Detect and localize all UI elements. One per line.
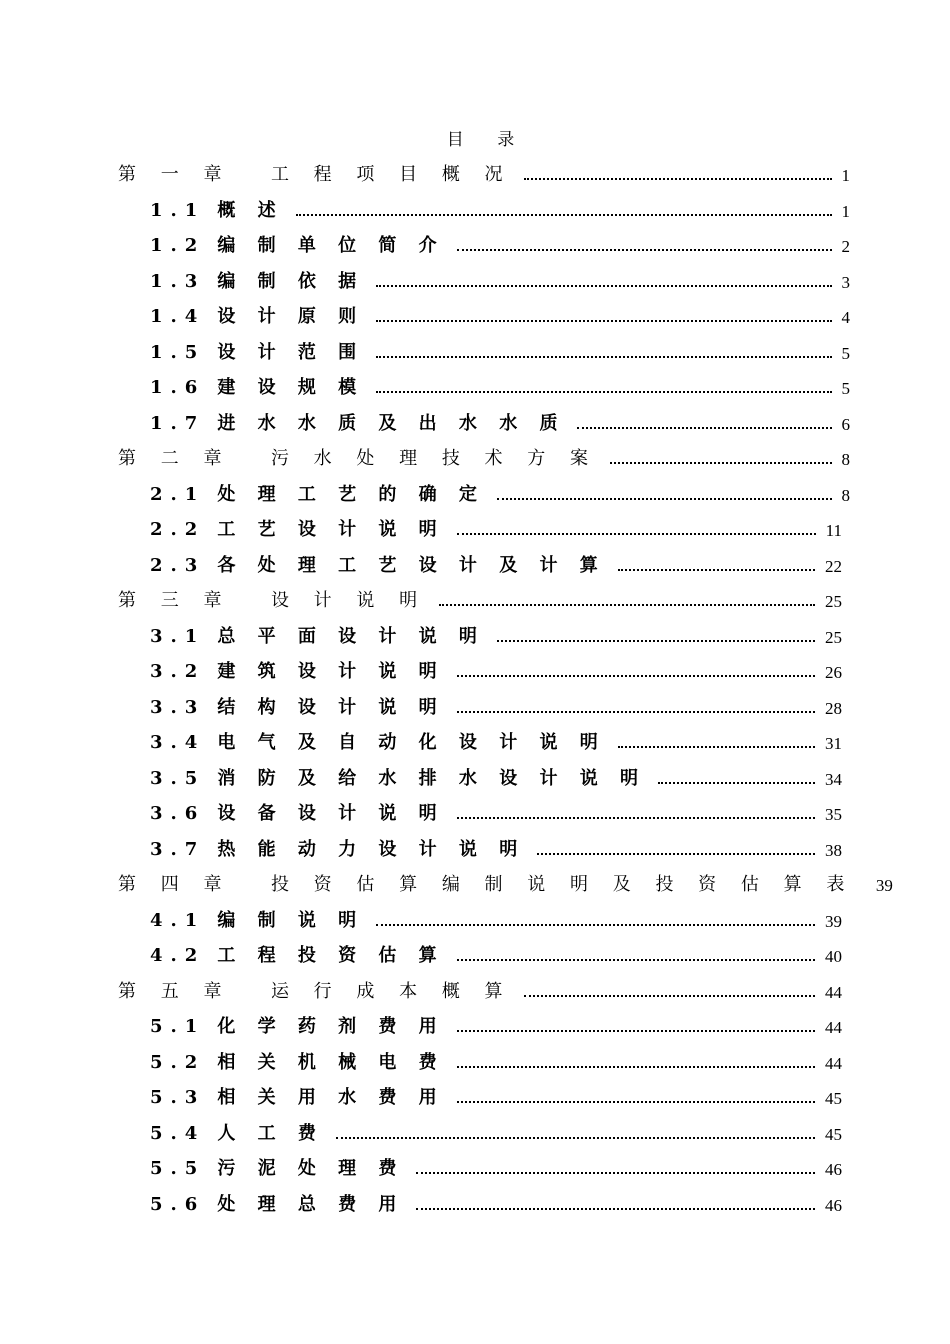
toc-entry-label	[150, 941, 457, 967]
entry-text: 建 设 规 模	[217, 377, 365, 398]
toc-entry-label	[150, 764, 658, 790]
entry-text: 污 水 处 理 技 术 方 案	[270, 448, 598, 469]
entry-text: 设 备 设 计 说 明	[217, 803, 445, 824]
toc-entry-label	[150, 835, 537, 861]
page-number: 38	[825, 840, 842, 860]
toc-entry-label	[150, 1083, 457, 1109]
dot-leader	[457, 1066, 815, 1068]
page-number: 8	[841, 485, 850, 505]
dot-leader	[457, 959, 815, 961]
dot-leader	[610, 462, 832, 464]
chapter-number: 第 一 章	[118, 164, 231, 185]
dot-leader	[524, 995, 815, 997]
toc-entry-label	[150, 657, 457, 683]
page-number: 6	[841, 414, 850, 434]
page-number: 45	[825, 1124, 842, 1144]
chapter-number: 第 四 章	[118, 874, 231, 895]
toc-entry-label	[118, 977, 524, 1003]
toc-section-row[interactable]	[0, 1144, 950, 1180]
dot-leader	[537, 853, 815, 855]
entry-text: 工 程 项 目 概 况	[270, 164, 513, 185]
page-number: 34	[825, 769, 842, 789]
entry-text: 人 工 费	[217, 1122, 324, 1144]
toc-entry-label	[150, 728, 618, 754]
dot-leader	[457, 1101, 815, 1103]
section-number: 3.1	[150, 625, 206, 647]
toc-entry-label	[150, 231, 457, 257]
toc-section-row[interactable]	[0, 1002, 950, 1038]
dot-leader	[376, 356, 831, 358]
toc-chapter-row[interactable]	[0, 576, 950, 612]
toc-entry-label	[150, 906, 376, 932]
toc-entry-label	[150, 338, 376, 364]
section-number: 5.2	[150, 1051, 206, 1073]
entry-text: 热 能 动 力 设 计 说 明	[217, 838, 526, 860]
toc-section-row[interactable]	[0, 754, 950, 790]
dot-leader	[376, 391, 831, 393]
dot-leader	[497, 498, 832, 500]
dot-leader	[296, 214, 832, 216]
toc-section-row[interactable]	[0, 470, 950, 506]
dot-leader	[376, 924, 815, 926]
toc-section-row[interactable]	[0, 1038, 950, 1074]
page-number: 1	[841, 166, 850, 185]
page-number: 35	[825, 805, 842, 824]
toc-chapter-row[interactable]	[0, 860, 950, 896]
chapter-number: 第 二 章	[118, 448, 231, 469]
entry-text: 概 述	[217, 199, 284, 221]
page-number: 40	[825, 947, 842, 966]
toc-entry-label	[150, 409, 577, 435]
page-number: 2	[841, 237, 850, 256]
toc-section-row[interactable]	[0, 363, 950, 399]
section-number: 2.2	[150, 519, 206, 540]
toc-section-row[interactable]	[0, 1180, 950, 1216]
section-number: 5.4	[150, 1122, 206, 1144]
dot-leader	[457, 711, 815, 713]
entry-text: 投 资 估 算 编 制 说 明 及 投 资 估 算 表	[270, 874, 854, 895]
toc-section-row[interactable]	[0, 1109, 950, 1145]
page-number: 22	[825, 556, 842, 576]
toc-entry-label	[150, 267, 376, 293]
dot-leader	[416, 1208, 815, 1210]
page-number: 4	[841, 308, 850, 327]
toc-entry-label	[150, 1012, 457, 1038]
dot-leader	[457, 675, 815, 677]
entry-text: 编 制 单 位 简 介	[217, 235, 445, 256]
page-number: 39	[875, 876, 893, 895]
toc-section-row[interactable]	[0, 399, 950, 435]
toc-entry-label	[150, 302, 376, 328]
toc-section-row[interactable]	[0, 328, 950, 364]
entry-text: 处 理 工 艺 的 确 定	[217, 483, 485, 505]
toc-section-row[interactable]	[0, 186, 950, 222]
section-number: 1.2	[150, 235, 206, 256]
section-number: 5.5	[150, 1158, 206, 1179]
chapter-number: 第 三 章	[118, 590, 231, 611]
section-number: 3.6	[150, 803, 206, 824]
page-number: 46	[825, 1195, 842, 1215]
page-number: 11	[825, 521, 842, 540]
dot-leader	[524, 178, 831, 180]
dot-leader	[376, 285, 831, 287]
entry-text: 相 关 用 水 费 用	[217, 1087, 445, 1108]
entry-text: 处 理 总 费 用	[217, 1193, 405, 1215]
toc-entry-label	[150, 515, 457, 541]
entry-text: 工 艺 设 计 说 明	[217, 519, 445, 540]
toc-entry-label	[118, 160, 524, 186]
section-number: 1.4	[150, 306, 206, 327]
toc-section-row[interactable]	[0, 541, 950, 577]
entry-text: 相 关 机 械 电 费	[217, 1051, 445, 1073]
entry-text: 消 防 及 给 水 排 水 设 计 说 明	[217, 767, 646, 789]
page-number: 44	[825, 1018, 842, 1037]
toc-section-row[interactable]	[0, 1073, 950, 1109]
entry-text: 运 行 成 本 概 算	[270, 980, 513, 1002]
section-number: 3.5	[150, 767, 206, 789]
section-number: 3.7	[150, 838, 206, 860]
toc-entry-label	[150, 799, 457, 825]
entry-text: 建 筑 设 计 说 明	[217, 661, 445, 682]
page-number: 5	[841, 343, 850, 363]
entry-text: 化 学 药 剂 费 用	[217, 1016, 445, 1037]
dot-leader	[457, 533, 816, 535]
section-number: 5.1	[150, 1016, 206, 1037]
page-number: 45	[825, 1089, 842, 1108]
entry-text: 设 计 原 则	[217, 306, 365, 327]
section-number: 3.4	[150, 732, 206, 753]
toc-entry-label	[150, 622, 497, 648]
toc-section-row[interactable]	[0, 789, 950, 825]
toc-section-row[interactable]	[0, 647, 950, 683]
page-number: 44	[825, 1053, 842, 1073]
dot-leader	[658, 782, 815, 784]
dot-leader	[618, 569, 815, 571]
section-number: 3.3	[150, 696, 206, 718]
toc-entry-label	[150, 373, 376, 399]
dot-leader	[497, 640, 815, 642]
toc-section-row[interactable]	[0, 292, 950, 328]
section-number: 5.6	[150, 1193, 206, 1215]
section-number: 3.2	[150, 661, 206, 682]
chapter-number: 第 五 章	[118, 980, 231, 1002]
section-number: 1.1	[150, 199, 206, 221]
dot-leader	[577, 427, 831, 429]
toc-chapter-row[interactable]	[0, 150, 950, 186]
entry-text: 总 平 面 设 计 说 明	[217, 625, 485, 647]
toc-entry-label	[150, 1154, 416, 1180]
page-number: 31	[825, 734, 842, 753]
section-number: 1.5	[150, 341, 206, 363]
section-number: 1.6	[150, 377, 206, 398]
toc-section-row[interactable]	[0, 683, 950, 719]
toc-entry-label	[150, 551, 618, 577]
toc-entry-label	[118, 870, 866, 896]
page-number: 46	[825, 1160, 842, 1179]
page-number: 44	[825, 982, 842, 1002]
page-number: 39	[825, 911, 842, 931]
toc-section-row[interactable]	[0, 257, 950, 293]
entry-text: 设 计 范 围	[217, 341, 365, 363]
toc-section-row[interactable]	[0, 931, 950, 967]
entry-text: 编 制 说 明	[217, 909, 365, 931]
toc-title: 目 录	[446, 130, 529, 150]
page-number: 5	[841, 379, 850, 398]
page-number: 25	[825, 592, 842, 611]
entry-text: 编 制 依 据	[217, 270, 365, 292]
section-number: 2.3	[150, 554, 206, 576]
dot-leader	[457, 817, 815, 819]
toc-entry-label	[150, 1048, 457, 1074]
page-number: 1	[841, 201, 850, 221]
section-number: 5.3	[150, 1087, 206, 1108]
dot-leader	[416, 1172, 815, 1174]
toc-entry-label	[150, 1119, 336, 1145]
section-number: 1.3	[150, 270, 206, 292]
toc-section-row[interactable]	[0, 825, 950, 861]
page-number: 26	[825, 663, 842, 682]
section-number: 2.1	[150, 483, 206, 505]
toc-chapter-row[interactable]	[0, 967, 950, 1003]
toc-chapter-row[interactable]	[0, 434, 950, 470]
entry-text: 结 构 设 计 说 明	[217, 696, 445, 718]
dot-leader	[336, 1137, 815, 1139]
toc-entry-label	[118, 444, 610, 470]
toc-section-row[interactable]	[0, 505, 950, 541]
page-number: 25	[825, 627, 842, 647]
dot-leader	[376, 320, 831, 322]
toc-section-row[interactable]	[0, 221, 950, 257]
section-number: 1.7	[150, 412, 206, 434]
entry-text: 工 程 投 资 估 算	[217, 945, 445, 966]
page-number: 3	[841, 272, 850, 292]
toc-section-row[interactable]	[0, 718, 950, 754]
toc-entry-label	[118, 586, 439, 612]
entry-text: 电 气 及 自 动 化 设 计 说 明	[217, 732, 606, 753]
toc-section-row[interactable]	[0, 896, 950, 932]
section-number: 4.1	[150, 909, 206, 931]
toc-entry-label	[150, 196, 296, 222]
dot-leader	[457, 1030, 815, 1032]
toc-entry-label	[150, 480, 497, 506]
section-number: 4.2	[150, 945, 206, 966]
toc-entry-label	[150, 693, 457, 719]
entry-text: 设 计 说 明	[270, 590, 427, 611]
entry-text: 污 泥 处 理 费	[217, 1158, 405, 1179]
dot-leader	[618, 746, 815, 748]
dot-leader	[457, 249, 832, 251]
page-number: 8	[841, 450, 850, 469]
page-number: 28	[825, 698, 842, 718]
entry-text: 各 处 理 工 艺 设 计 及 计 算	[217, 554, 606, 576]
entry-text: 进 水 水 质 及 出 水 水 质	[217, 412, 566, 434]
toc-entry-label	[150, 1190, 416, 1216]
dot-leader	[439, 604, 815, 606]
toc-section-row[interactable]	[0, 612, 950, 648]
